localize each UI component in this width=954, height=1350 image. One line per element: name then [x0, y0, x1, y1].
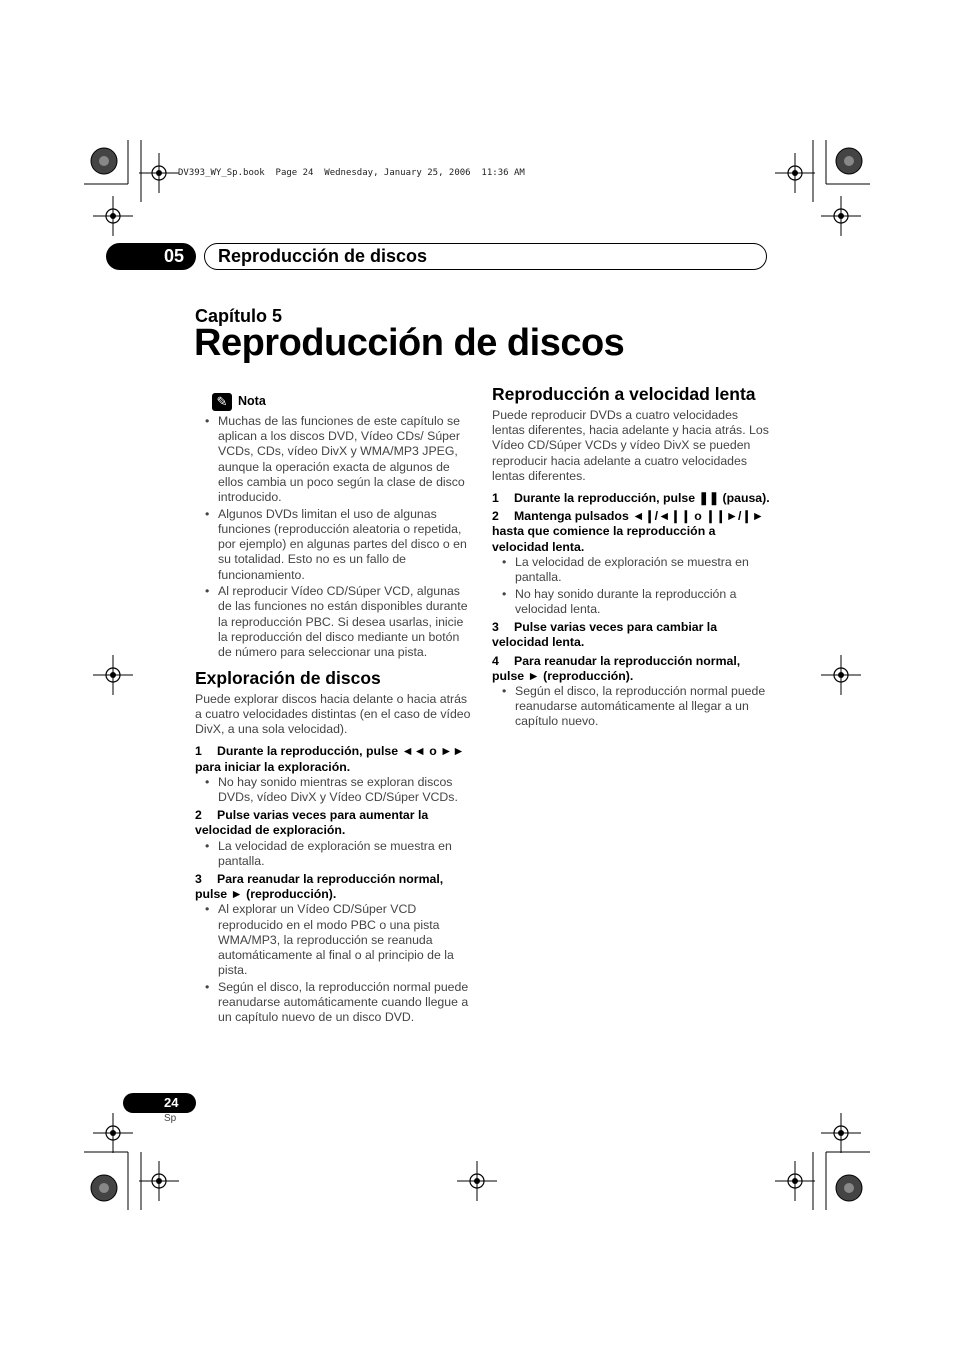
book-file-info: DV393_WY_Sp.book Page 24 Wednesday, January 25, 2006 11:36 AM — [178, 168, 525, 178]
bullet-item: • Al explorar un Vídeo CD/Súper VCD reproducido en el modo PBC o una pista WMA/MP3, la reproducción se reanuda automáticamente al final o al principio de la pista. — [195, 902, 475, 978]
scan-step-bullets — [195, 839, 475, 869]
scan-step-bullets — [195, 902, 475, 1025]
page-number-badge: 24 — [123, 1093, 196, 1113]
slow-step: 1 Durante la reproducción, pulse ❚❚ (pausa). — [492, 491, 770, 506]
note-list — [195, 414, 475, 660]
scan-step-bullets — [195, 775, 475, 805]
bullet-item: • No hay sonido mientras se exploran discos DVDs, vídeo DivX y Vídeo CD/Súper VCDs. — [195, 775, 475, 805]
chapter-label: Capítulo 5 — [195, 306, 283, 326]
scan-step: 1 Durante la reproducción, pulse ◄◄ o ►► para iniciar la exploración. — [195, 744, 465, 774]
chapter-header-title: Reproducción de discos — [204, 243, 767, 270]
bullet-item: • La velocidad de exploración se muestra en pantalla. — [492, 555, 772, 585]
slow-step: 2 Mantenga pulsados ◄❙/◄❙❙ o ❙❙►/❙► hasta que comience la reproducción a velocidad lenta. — [492, 509, 764, 554]
bullet-item: • Según el disco, la reproducción normal puede reanudarse automáticamente al llegar a un capítulo nuevo. — [492, 684, 772, 730]
note-item: • Muchas de las funciones de este capítulo se aplican a los discos DVD, Vídeo CDs/ Súper VCDs, CDs, vídeo DivX y WMA/MP3 JPEG, aunque la operación exacta de algunos de ellos cambia un poco según la clase de disco introducido. — [195, 414, 475, 505]
slow-intro: Puede reproducir DVDs a cuatro velocidades lentas diferentes, hacia adelante y hacia atrás. Los Vídeo CD/Súper VCDs y vídeo DivX se pueden reproducir hacia adelante a cuatro velocidades lentas diferentes. — [492, 408, 769, 483]
scan-heading: Exploración de discos — [195, 667, 381, 688]
slow-step: 3 Pulse varias veces para cambiar la velocidad lenta. — [492, 620, 718, 650]
page-title: Reproducción de discos — [194, 322, 625, 364]
right-column — [492, 384, 772, 731]
page-language-code: Sp — [164, 1113, 177, 1124]
left-column — [195, 393, 475, 1027]
note-item: • Algunos DVDs limitan el uso de algunas funciones (reproducción aleatoria o repetida, por ejemplo) en algunas partes del disco o en su totalidad. Esto no es un fallo de funcionamiento. — [195, 507, 475, 583]
slow-step-bullets — [492, 684, 772, 730]
chapter-number-badge: 05 — [106, 243, 196, 270]
note-title: Nota — [238, 394, 266, 409]
slow-heading: Reproducción a velocidad lenta — [492, 384, 756, 404]
bullet-item: • No hay sonido durante la reproducción a velocidad lenta. — [492, 587, 772, 617]
pencil-icon: ✎ — [212, 393, 232, 411]
bullet-item: • La velocidad de exploración se muestra en pantalla. — [195, 839, 475, 869]
note-header — [212, 393, 475, 411]
note-item: • Al reproducir Vídeo CD/Súper VCD, algunas de las funciones no están disponibles durante la reproducción PBC. Si desea usarlas, inicie la reproducción del disco mediante un botón de número para seleccionar una pista. — [195, 584, 475, 660]
bullet-item: • Según el disco, la reproducción normal puede reanudarse automáticamente cuando llegue a un capítulo nuevo de un disco DVD. — [195, 980, 475, 1026]
slow-step: 4 Para reanudar la reproducción normal, pulse ► (reproducción). — [492, 653, 741, 683]
slow-step-bullets — [492, 555, 772, 617]
scan-step: 2 Pulse varias veces para aumentar la velocidad de exploración. — [195, 808, 429, 838]
scan-intro: Puede explorar discos hacia delante o hacia atrás a cuatro velocidades distintas (en el caso de vídeo DivX, a una sola velocidad). — [195, 691, 471, 737]
scan-step: 3 Para reanudar la reproducción normal, pulse ► (reproducción). — [195, 871, 444, 902]
